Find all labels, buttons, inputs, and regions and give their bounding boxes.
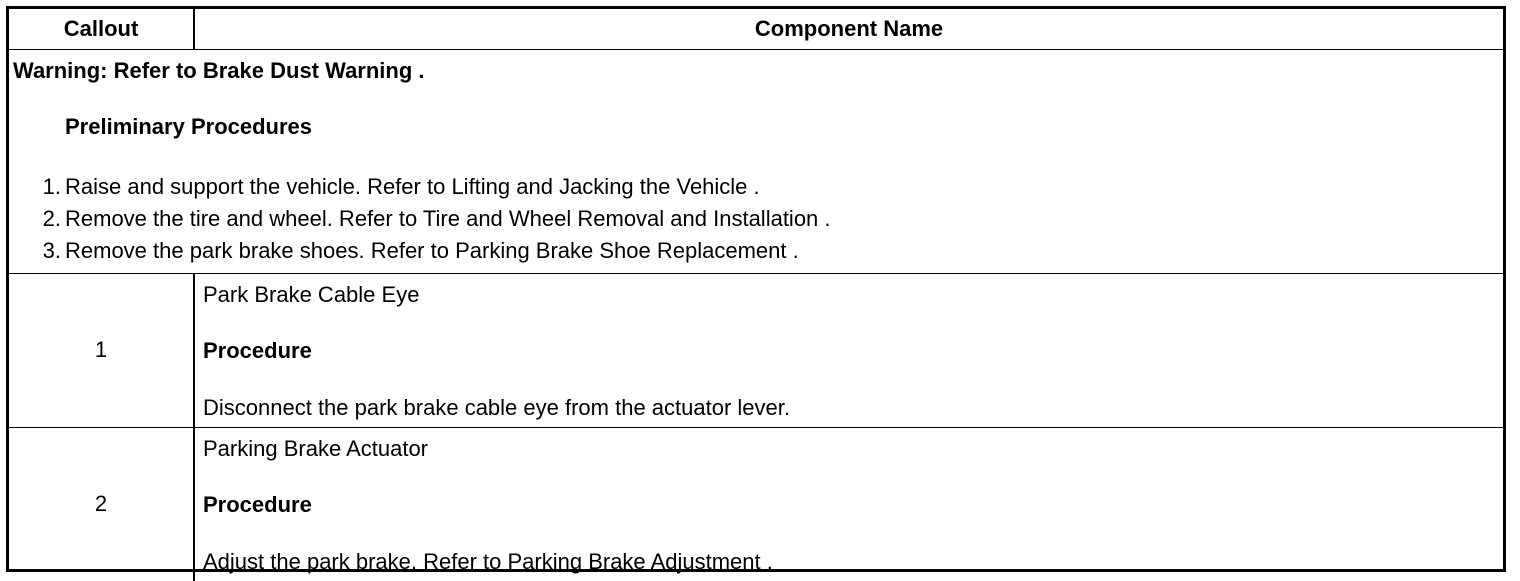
step-text[interactable]: Raise and support the vehicle. Refer to Lifting and Jacking the Vehicle . bbox=[65, 173, 760, 199]
list-item bbox=[13, 235, 1499, 267]
preliminary-cell bbox=[9, 50, 1503, 274]
step-number: 3. bbox=[42, 237, 61, 263]
list-item bbox=[13, 171, 1499, 203]
component-cell bbox=[194, 273, 1503, 427]
callout-header: Callout bbox=[9, 9, 194, 50]
list-item bbox=[13, 203, 1499, 235]
callout-number: 2 bbox=[9, 427, 194, 581]
step-text[interactable]: Remove the park brake shoes. Refer to Parking Brake Shoe Replacement . bbox=[65, 237, 799, 263]
component-name: Park Brake Cable Eye bbox=[203, 281, 420, 307]
step-text[interactable]: Remove the tire and wheel. Refer to Tire and Wheel Removal and Installation . bbox=[65, 205, 831, 231]
preliminary-row bbox=[9, 50, 1503, 274]
component-name: Parking Brake Actuator bbox=[203, 435, 429, 461]
header-row bbox=[9, 9, 1503, 50]
procedure-table bbox=[9, 9, 1503, 581]
procedure-text[interactable]: Adjust the park brake. Refer to Parking Brake Adjustment . bbox=[203, 548, 773, 574]
table-row bbox=[9, 273, 1503, 427]
component-name-header: Component Name bbox=[194, 9, 1503, 50]
step-number: 1. bbox=[42, 173, 61, 199]
component-cell bbox=[194, 427, 1503, 581]
step-number: 2. bbox=[42, 205, 61, 231]
callout-number: 1 bbox=[9, 273, 194, 427]
procedure-text: Disconnect the park brake cable eye from the actuator lever. bbox=[203, 394, 790, 420]
procedure-label: Procedure bbox=[203, 338, 312, 364]
procedure-label: Procedure bbox=[203, 492, 312, 518]
table-row bbox=[9, 427, 1503, 581]
procedure-table-frame bbox=[6, 6, 1506, 572]
brake-dust-warning[interactable]: Warning: Refer to Brake Dust Warning . bbox=[13, 58, 425, 83]
preliminary-procedures-title: Preliminary Procedures bbox=[65, 114, 313, 140]
preliminary-steps-list bbox=[13, 171, 1499, 267]
